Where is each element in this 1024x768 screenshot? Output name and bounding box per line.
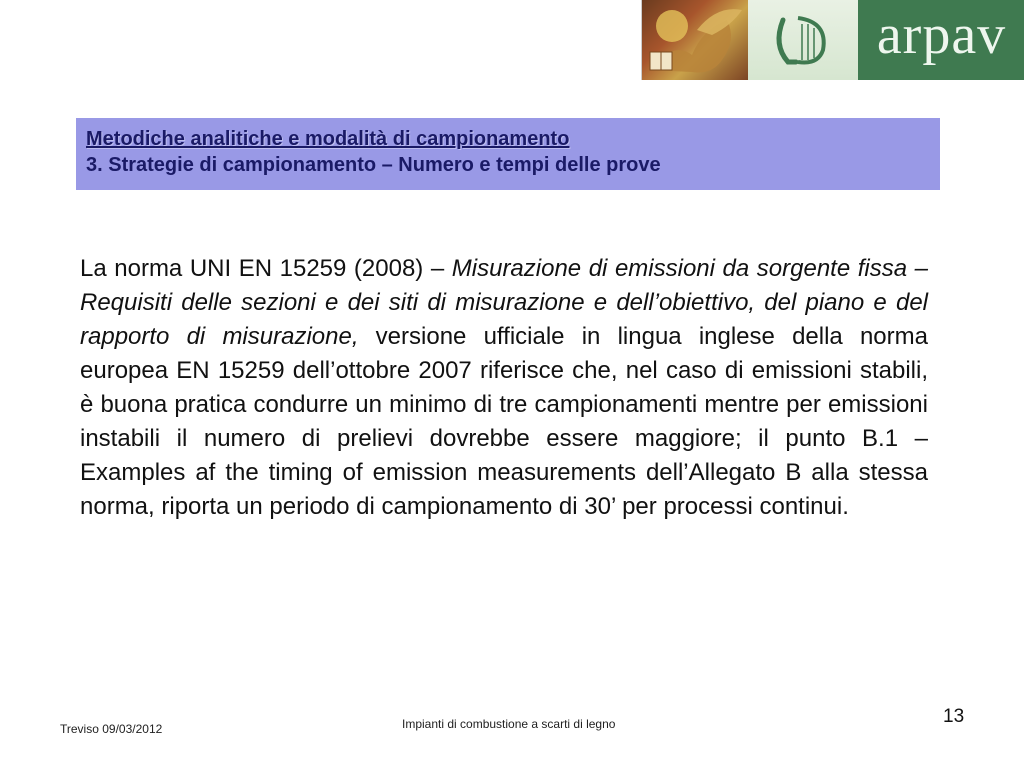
body-text-part3: versione ufficiale in lingua inglese della norma europea EN 15259 dell’ottobre 2007 riferisce che, nel caso di emissioni stabili, è buona pratica condurre un minimo di tre campionamenti mentre per emissioni instabili il numero di prelievi dovrebbe essere maggiore; il punto B.1 – Examples af the timing of emission measurements dell’Allegato B alla stessa norma, riporta un periodo di campionamento di 30’ per processi continui. xyxy=(80,323,928,520)
body-text-part1: La norma UNI EN 15259 (2008) – xyxy=(80,255,452,282)
arpav-logo xyxy=(641,0,1024,80)
slide-title-box xyxy=(76,118,940,190)
harp-icon xyxy=(748,0,858,80)
slide-subtitle: 3. Strategie di campionamento – Numero e tempi delle prove xyxy=(86,154,661,176)
footer-date: Treviso 09/03/2012 xyxy=(60,722,163,736)
slide-title: Metodiche analitiche e modalità di campionamento xyxy=(86,128,570,150)
winged-lion-icon xyxy=(642,0,748,80)
body-text-italic: Misurazione di emissioni da sorgente fissa – Requisiti delle sezioni e dei siti di misurazione e dell’obiettivo, del piano e del rapporto di misurazione, xyxy=(80,255,928,350)
brand-name: arpav xyxy=(858,0,1024,80)
body-paragraph xyxy=(80,252,928,524)
page-number: 13 xyxy=(943,706,965,727)
footer-title: Impianti di combustione a scarti di legno xyxy=(402,717,616,731)
